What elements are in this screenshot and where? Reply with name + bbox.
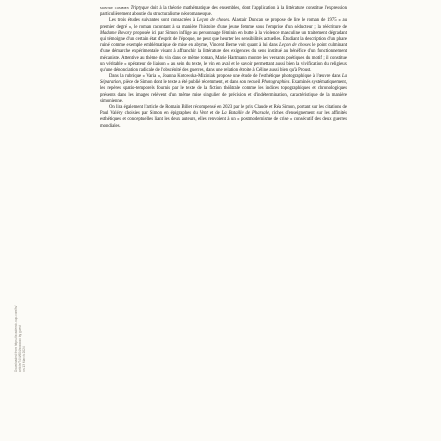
text-run: On lira également l'article de Romain Billet récompensé en 2023 par le prix Claude et Réa Simon, portant sur les citations de Paul Valéry choisies par Simon en épigraphes du <box>100 105 347 117</box>
paragraph <box>100 18 347 74</box>
text-run: et de <box>207 111 222 117</box>
text-run: Dans la rubrique « Varia », Joanna Kotowska-Miziniak propose une étude de l'esthétique photographique à l'œuvre dans <box>109 74 342 80</box>
text-run: proposée ici par Simon inflige au personnage féminin en butte à la violence masculine un traitement dégradant qui témoigne d'un certain état d'esprit de l'époque, ne peut que heurter les sensibilités actuelles. Étudiant la description d'un phare ruiné comme exemple emblématique de mise en abyme, Vincent Berne voit quant à lui dans <box>100 30 347 49</box>
text-run: . Examinés systématiquement, les repères spatio-temporels fournis par le texte de la fiction théâtrale comme les indices topographiques et chronologiques présents dans les images relèvent d'un même mise singulier de précision et d'indétermination, caractéristique de la manière simonienne. <box>100 80 347 104</box>
paragraph <box>100 6 347 18</box>
italic-title: Vent <box>199 111 208 117</box>
italic-title: Leçon de choses <box>196 18 230 24</box>
margin-note-line: Downloaded from https://academic.oup.com/fs/ <box>14 305 18 372</box>
italic-title: Leçon de choses <box>279 43 311 49</box>
article-body <box>100 6 347 130</box>
italic-title: La Bataille de Pharsale <box>221 111 270 117</box>
paragraph <box>100 74 347 105</box>
small-caps-text: montre combien <box>100 6 131 11</box>
text-run: . Alastair Duncan se propose de lire le roman de 1975 « au premier degré », le roman racontant à sa manière l'histoire d'une jeune femme sous l'emprise d'un séducteur ; la réécriture de <box>100 18 348 30</box>
margin-note-line: article/74/4/604/xxxxxxx by guest <box>18 325 23 372</box>
paragraph <box>100 105 347 130</box>
text-run: Les trois études suivantes sont consacrées à <box>109 18 197 24</box>
text-run: le point culminant d'une démarche expérimentale visant à affranchir la littérature des exigences du sens institué au bénéfice d'un fonctionnement mécaniste. Attentive au thème du vin dans ce même roman, Marie Hartmann montre les versants poétiques du motif ; il constitue un véritable « opérateur de liaison » au sein du texte, le vin en aval et le savoir permettant aussi bien la vivification du religieux qu'une dénonciation radicale de l'obscénité des guerres, dans une relation étroite à Céline aussi bien qu'à Proust. <box>100 43 348 73</box>
text-run: , pièce de Simon dont le texte a été publié récemment, et dans son recueil <box>120 80 262 86</box>
italic-title: Madame Bovary <box>100 30 132 36</box>
italic-title: La Séparation <box>100 74 347 86</box>
text-run: doit à la théorie mathématique des ensembles, dont l'application à la littérature constitue l'expression particulièrement aboutie du structuralisme néoromanesque. <box>100 6 347 18</box>
margin-note-line: on 13 March 2024 <box>22 346 27 372</box>
text-run: , riches d'enseignement sur les affinités esthétiques et conceptuelles liant les deux auteurs, elles renvoient à un « postmodernisme de crise » consécutif des deux guerres mondiales. <box>100 111 347 129</box>
italic-title: Triptyque <box>130 6 149 11</box>
download-margin-note <box>14 306 28 372</box>
italic-title: Photographies <box>261 80 290 86</box>
